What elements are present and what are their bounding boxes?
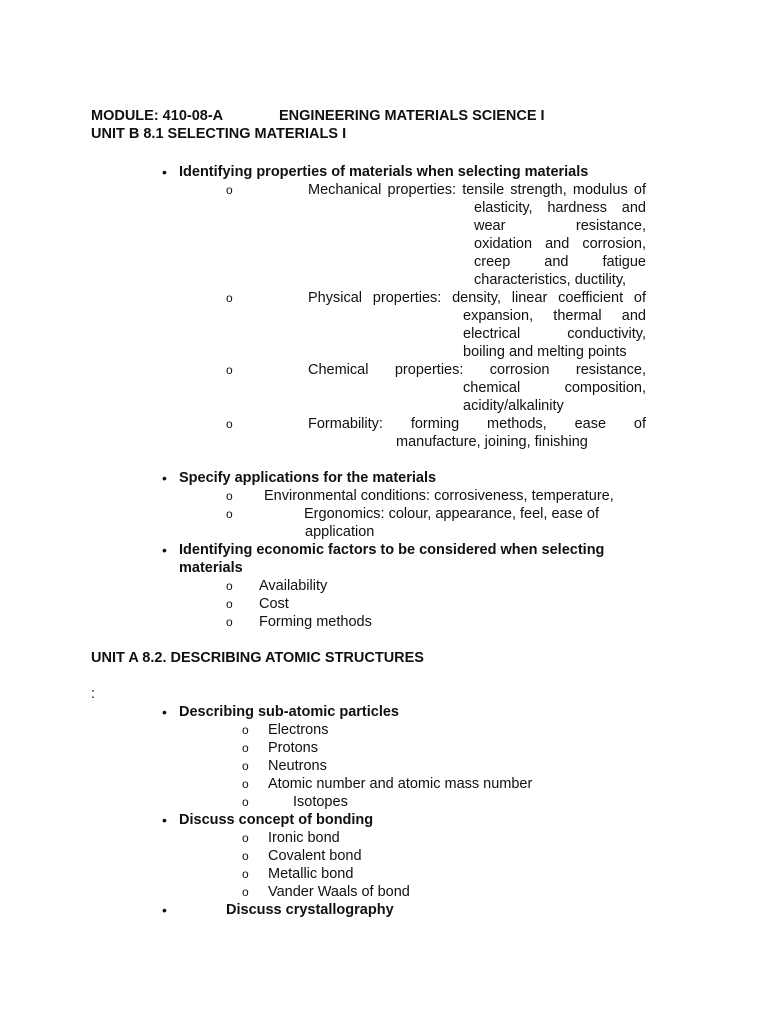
module-code: MODULE: 410-08-A [91,108,224,124]
bullet-icon: • [162,704,167,720]
section-heading-applications: Specify applications for the materials [179,470,437,486]
sub-bullet-icon: o [226,615,233,629]
mechanical-line: wear resistance, [474,218,646,234]
course-title: ENGINEERING MATERIALS SCIENCE I [279,108,545,124]
bullet-icon: • [162,902,167,918]
list-item: Neutrons [268,758,327,774]
mechanical-label: Mechanical properties: tensile strength, modulus of [308,182,646,198]
bullet-icon: • [162,542,167,558]
sub-bullet-icon: o [226,291,233,305]
section-heading-subatomic: Describing sub-atomic particles [179,704,399,720]
list-item: Forming methods [259,614,372,630]
list-item: Ironic bond [268,830,340,846]
sub-bullet-icon: o [226,597,233,611]
sub-bullet-icon: o [242,849,249,863]
sub-bullet-icon: o [242,795,249,809]
ergonomics: Ergonomics: colour, appearance, feel, ease of [304,506,600,522]
list-item: Protons [268,740,318,756]
section-heading-economic: Identifying economic factors to be considered when selecting [179,542,605,558]
list-item: Electrons [268,722,329,738]
mechanical-line: characteristics, ductility, [474,272,627,288]
sub-bullet-icon: o [242,777,249,791]
chemical-line: acidity/alkalinity [463,398,564,414]
sub-bullet-icon: o [226,363,233,377]
sub-bullet-icon: o [226,489,233,503]
ergonomics-continued: application [305,524,375,540]
physical-label: Physical properties: density, linear coefficient of [308,290,646,306]
physical-line: expansion, thermal and [463,308,646,324]
unit-a-title: UNIT A 8.2. DESCRIBING ATOMIC STRUCTURES [91,650,424,666]
chemical-line: chemical composition, [463,380,646,396]
list-item: Vander Waals of bond [268,884,410,900]
bullet-icon: • [162,470,167,486]
mechanical-line: elasticity, hardness and [474,200,646,216]
bullet-icon: • [162,812,167,828]
sub-bullet-icon: o [226,417,233,431]
section-heading-economic-continued: materials [179,560,243,576]
sub-bullet-icon: o [242,867,249,881]
physical-line: boiling and melting points [463,344,627,360]
sub-bullet-icon: o [242,723,249,737]
sub-bullet-icon: o [242,885,249,899]
sub-bullet-icon: o [242,759,249,773]
environmental-conditions: Environmental conditions: corrosiveness, temperature, [264,488,614,504]
sub-bullet-icon: o [226,183,233,197]
section-heading-properties: Identifying properties of materials when selecting materials [179,164,589,180]
section-heading-bonding: Discuss concept of bonding [179,812,374,828]
stray-colon: : [91,686,96,702]
mechanical-line: creep and fatigue [474,254,646,270]
list-item: Isotopes [293,794,348,810]
list-item: Cost [259,596,289,612]
sub-bullet-icon: o [242,741,249,755]
physical-line: electrical conductivity, [463,326,646,342]
list-item: Metallic bond [268,866,354,882]
unit-b-title: UNIT B 8.1 SELECTING MATERIALS I [91,126,347,142]
bullet-icon: • [162,164,167,180]
sub-bullet-icon: o [226,579,233,593]
sub-bullet-icon: o [226,507,233,521]
sub-bullet-icon: o [242,831,249,845]
section-heading-crystallography: Discuss crystallography [226,902,394,918]
chemical-label: Chemical properties: corrosion resistance, [308,362,646,378]
list-item: Availability [259,578,328,594]
list-item: Atomic number and atomic mass number [268,776,533,792]
list-item: Covalent bond [268,848,362,864]
formability-label: Formability: forming methods, ease of [308,416,646,432]
mechanical-line: oxidation and corrosion, [474,236,646,252]
formability-line: manufacture, joining, finishing [396,434,588,450]
